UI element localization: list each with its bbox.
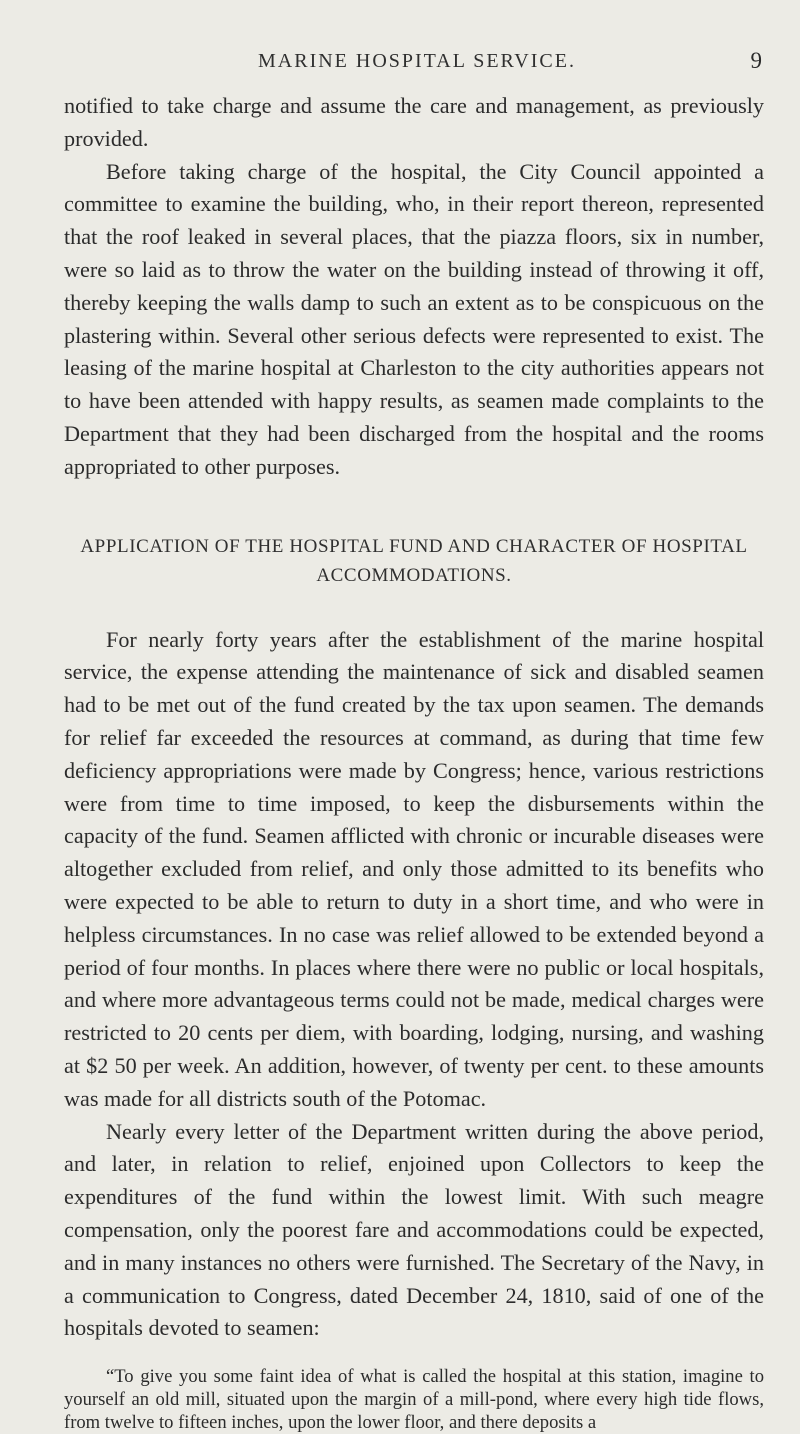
paragraph-hospital-fund: For nearly forty years after the establishment of the marine hospital service, the expense attending the maintenance of sick and disabled seamen had to be met out of the fund created by the tax upon seamen. The demands for relief far exceeded the resources at command, as during that time few deficiency appropriations were made by Congress; hence, various restrictions were from time to time imposed, to keep the disbursements within the capacity of the fund. Seamen afflicted with chronic or incurable diseases were altogether excluded from relief, and only those admitted to its benefits who were expected to be able to return to duty in a short time, and who were in helpless circumstances. In no case was relief allowed to be extended beyond a period of four months. In places where there were no public or local hospitals, and where more advantageous terms could not be made, medical charges were restricted to 20 cents per diem, with boarding, lodging, nursing, and washing at $2 50 per week. An addition, however, of twenty per cent. to these amounts was made for all districts south of the Potomac. [64, 626, 764, 1111]
quote-secretary-of-navy: “To give you some faint idea of what is called the hospital at this station, imagine to yourself an old mill, situated upon the margin of a mill-pond, where every high tide flows, from twelve to fifteen inches, upon the lower floor, and there deposits a [64, 1366, 764, 1434]
running-head [64, 50, 764, 90]
paragraph-committee-report: Before taking charge of the hospital, the City Council appointed a committee to examine the building, who, in their report thereon, represented that the roof leaked in several places, that the piazza floors, six in number, were so laid as to throw the water on the building instead of throwing it off, thereby keeping the walls damp to such an extent as to be conspicuous on the plastering within. Several other serious defects were represented to exist. The leasing of the marine hospital at Charleston to the city authorities appears not to have been attended with happy results, as seamen made complaints to the Department that they had been discharged from the hospital and the rooms appropriated to other purposes. [64, 158, 764, 479]
section-body [64, 624, 764, 1434]
running-title: MARINE HOSPITAL SERVICE. [258, 50, 576, 72]
page-number: 9 [750, 48, 762, 73]
paragraph-continuation: notified to take charge and assume the care and management, as previously provided. [64, 93, 764, 151]
section-heading-line-1: APPLICATION OF THE HOSPITAL FUND AND CHARACTER OF HOSPITAL [80, 535, 748, 557]
document-page [0, 48, 800, 1434]
section-heading-line-2: ACCOMMODATIONS. [316, 564, 512, 586]
paragraph-department-letters: Nearly every letter of the Department written during the above period, and later, in relation to relief, enjoined upon Collectors to keep the expenditures of the fund within the lowest limit. With such meagre compensation, only the poorest fare and accommodations could be expected, and in many instances no others were furnished. The Secretary of the Navy, in a communication to Congress, dated December 24, 1810, said of one of the hospitals devoted to seamen: [64, 1118, 764, 1341]
section-heading [64, 532, 764, 590]
